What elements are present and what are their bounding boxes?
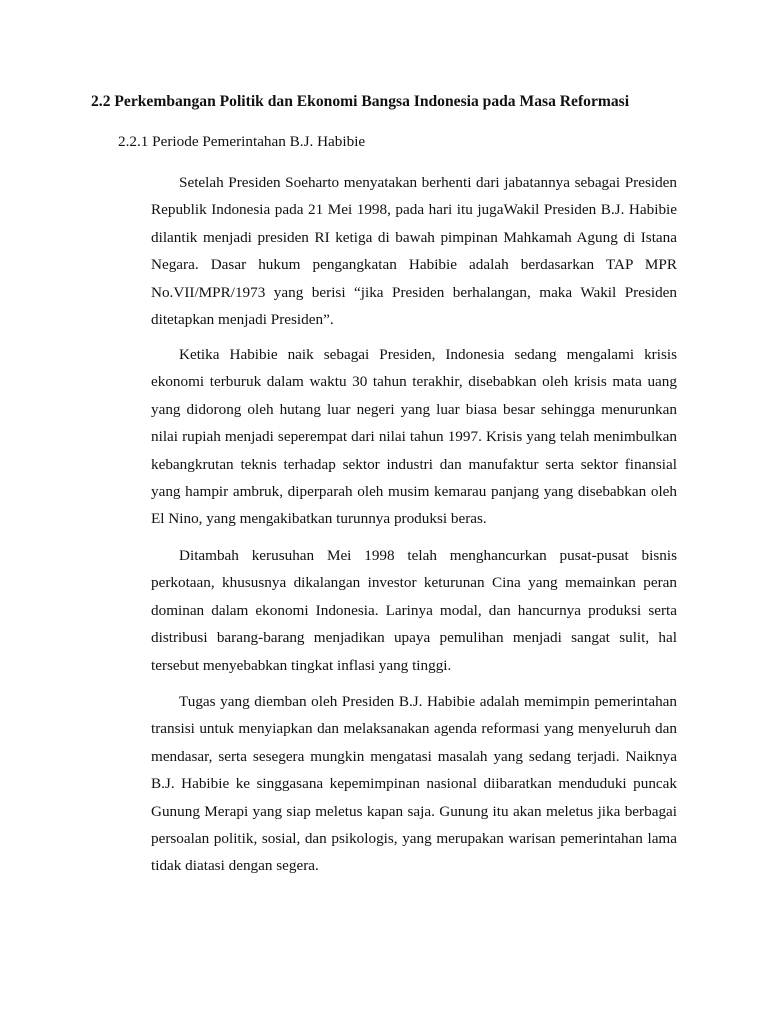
paragraph-habibie-inauguration: Setelah Presiden Soeharto menyatakan berhenti dari jabatannya sebagai Presiden Republik Indonesia pada 21 Mei 1998, pada hari itu jugaWakil Presiden B.J. Habibie dilantik menjadi presiden RI ketiga di bawah pimpinan Mahkamah Agung di Istana Negara. Dasar hukum pengangkatan Habibie adalah berdasarkan TAP MPR No.VII/MPR/1973 yang berisi “jika Presiden berhalangan, maka Wakil Presiden ditetapkan menjadi Presiden”. (151, 174, 677, 329)
paragraph-transition-task: Tugas yang diemban oleh Presiden B.J. Habibie adalah memimpin pemerintahan transisi untuk menyiapkan dan melaksanakan agenda reformasi yang menyeluruh dan mendasar, serta sesegera mungkin mengatasi masalah yang sedang terjadi. Naiknya B.J. Habibie ke singgasana kepemimpinan nasional diibaratkan menduduki puncak Gunung Merapi yang siap meletus kapan saja. Gunung itu akan meletus jika berbagai persoalan politik, sosial, dan psikologis, yang merupakan warisan pemerintahan lama tidak diatasi dengan segera. (151, 693, 677, 875)
section-heading: 2.2 Perkembangan Politik dan Ekonomi Bangsa Indonesia pada Masa Reformasi (91, 93, 630, 110)
paragraph-economic-crisis: Ketika Habibie naik sebagai Presiden, Indonesia sedang mengalami krisis ekonomi terburuk dalam waktu 30 tahun terakhir, disebabkan oleh krisis mata uang yang didorong oleh hutang luar negeri yang luar biasa besar sehingga menurunkan nilai rupiah menjadi seperempat dari nilai tahun 1997. Krisis yang telah menimbulkan kebangkrutan teknis terhadap sektor industri dan manufaktur serta sektor finansial yang hampir ambruk, diperparah oleh musim kemarau panjang yang disebabkan oleh El Nino, yang mengakibatkan turunnya produksi beras. (151, 346, 677, 528)
subsection-heading: 2.2.1 Periode Pemerintahan B.J. Habibie (118, 133, 366, 150)
paragraph-may-riots: Ditambah kerusuhan Mei 1998 telah menghancurkan pusat-pusat bisnis perkotaan, khususnya dikalangan investor keturunan Cina yang memainkan peran dominan dalam ekonomi Indonesia. Larinya modal, dan hancurnya produksi serta distribusi barang-barang menjadikan upaya pemulihan menjadi sangat sulit, hal tersebut menyebabkan tingkat inflasi yang tinggi. (151, 547, 677, 674)
